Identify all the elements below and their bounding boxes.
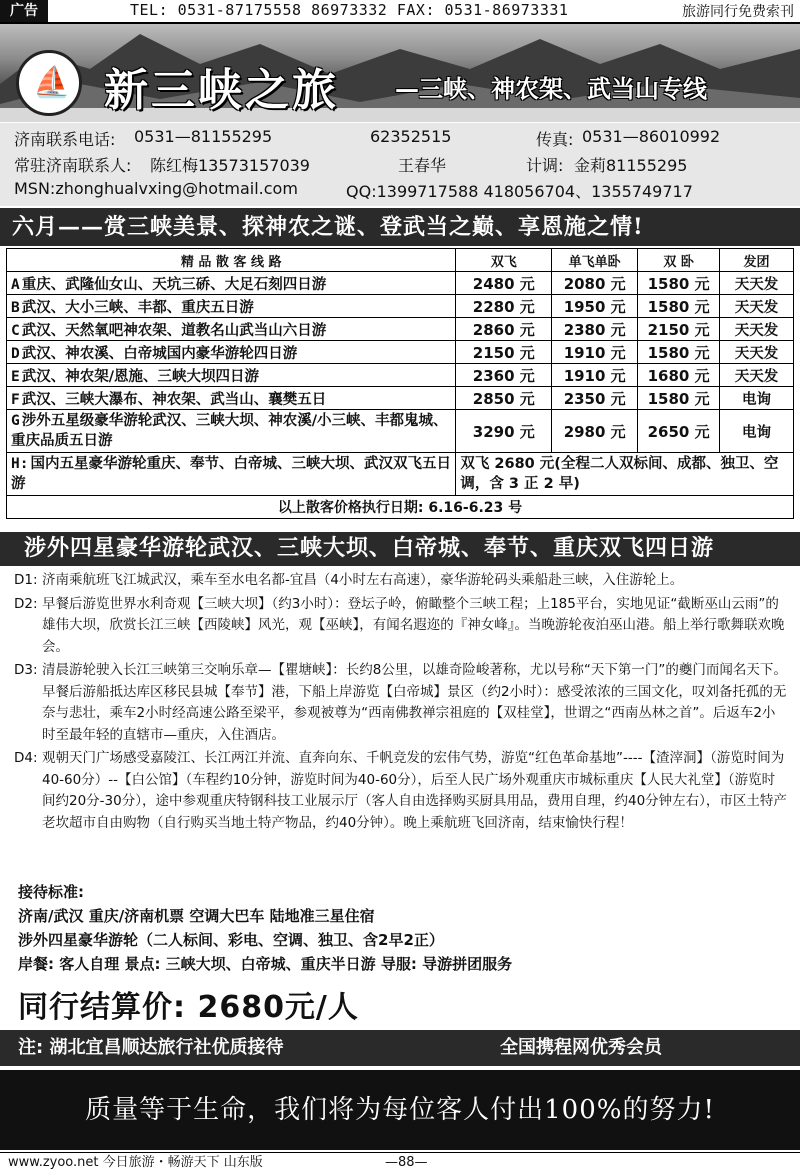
jinan-phone-label: 济南联系电话: [14,130,116,149]
table-row [7,453,794,496]
route-name: 重庆、武隆仙女山、天坑三硚、大足石刻四日游 [21,276,327,293]
price-double-flight: 3290 元 [456,410,552,453]
col-header-double-sleeper: 双 卧 [638,249,720,272]
standards-line: 岸餐: 客人自理 景点: 三峡大坝、白帝城、重庆半日游 导服: 导游拼团服务 [18,955,513,973]
departure: 天天发 [720,364,794,387]
route-name: 武汉、神农架/恩施、三峡大坝四日游 [21,368,260,385]
route-key: C [11,322,20,339]
header-right-label: 旅游同行免费索刊 [682,4,794,20]
banner-title: 新三峡之旅 [104,65,339,116]
jinan-phone-2: 62352515 [370,127,452,146]
departure: 天天发 [720,341,794,364]
reception-note: 注: 湖北宜昌顺达旅行社优质接待 [18,1037,284,1058]
price-double-sleeper: 1580 元 [638,341,720,364]
col-header-double-flight: 双飞 [456,249,552,272]
price-flight-sleeper: 1950 元 [552,295,638,318]
fax-label: 传真: [536,130,574,149]
departure: 电询 [720,410,794,453]
price-double-flight: 2860 元 [456,318,552,341]
price-double-sleeper: 2150 元 [638,318,720,341]
price-double-sleeper: 1580 元 [638,387,720,410]
planner: 金莉81155295 [574,156,688,175]
table-row [7,295,794,318]
itinerary [14,570,788,836]
company-logo [16,50,82,116]
route-key: E [11,368,20,385]
route-key: H: [11,456,29,472]
route-key: D [11,345,20,362]
day-text: 清晨游轮驶入长江三峡第三交响乐章—【瞿塘峡】：长约8公里，以雄奇险峻著称，尤以号称“天下第一门”的夔门而闻名天下。早餐后游船抵达库区移民县城【奉节】港，下船上岸游览【白帝城】景区（约2小时）：感受浓浓的三国文化，叹刘备托孤的无奈与悲壮，乘车2小时经高速公路至梁平，参观被尊为“西南佛教禅宗祖庭的【双桂堂】，世谓之“西南丛林之首”。后返车2小时至最年轻的直辖市—重庆，入住酒店。 [42,662,787,743]
itinerary-day [14,748,788,834]
footer-site: www.zyoo.net 今日旅游・畅游天下 山东版 [8,1155,263,1170]
ship-icon: ⛵ [33,65,71,100]
itinerary-day [14,570,788,592]
price-double-flight: 2480 元 [456,272,552,295]
route-name: 武汉、大小三峡、丰都、重庆五日游 [21,299,254,316]
day-text: 济南乘航班飞江城武汉，乘车至水电名都-宜昌（4小时左右高速），豪华游轮码头乘船赴三峡，入住游轮上。 [42,572,684,588]
itinerary-title-band: 涉外四星豪华游轮武汉、三峡大坝、白帝城、奉节、重庆双飞四日游 [0,532,800,566]
day-text: 观朝天门广场感受嘉陵江、长江两江并流、直奔向东、千帆竞发的宏伟气势，游览“红色革命基地”----【渣滓洞】（游览时间为40-60分）--【白公馆】（车程约10分钟，游览时间为40-60分），后至人民广场外观重庆市城标重庆【人民大礼堂】（游览时间约20分-30分），途中参观重庆特钢科技工业展示厅（客人自由选择购买厨具用品，费用自理，约40分钟左右），市区土特产老坎超市自由购物（自行购买当地土特产物品，约40分钟）。晚上乘航班飞回济南，结束愉快行程！ [42,750,787,831]
top-bar [0,0,800,24]
day-label: D1: [14,572,38,588]
msn: MSN:zhonghualvxing@hotmail.com [14,179,298,198]
price-flight-sleeper: 2380 元 [552,318,638,341]
quality-slogan: 质量等于生命，我们将为每位客人付出100%的努力! [0,1070,800,1150]
route-key: F [11,391,20,408]
price-flight-sleeper: 2980 元 [552,410,638,453]
standards-title: 接待标准: [18,883,84,901]
departure: 天天发 [720,295,794,318]
departure: 天天发 [720,318,794,341]
ad-tag: 广告 [0,0,48,22]
routes-table [6,248,794,519]
price-validity: 以上散客价格执行日期: 6.16-6.23 号 [7,496,794,519]
route-key: G [11,413,20,429]
standards-line: 济南/武汉 重庆/济南机票 空调大巴车 陆地准三星住宿 [18,907,375,925]
resident-label: 常驻济南联系人: [14,156,132,175]
table-row [7,318,794,341]
route-key: B [11,299,20,316]
table-row [7,410,794,453]
col-header-departure: 发团 [720,249,794,272]
header-contact: TEL: 0531-87175558 86973332 FAX: 0531-86973331 [130,1,569,19]
price-double-sleeper: 1580 元 [638,272,720,295]
fax-number: 0531—86010992 [582,127,721,146]
qq: QQ:1399717588 418056704、1355749717 [346,182,693,201]
route-name: 武汉、三峡大瀑布、神农架、武当山、襄樊五日 [21,391,327,408]
price-double-flight: 2850 元 [456,387,552,410]
col-header-route: 精 品 散 客 线 路 [7,249,456,272]
note-band [0,1030,800,1066]
banner [0,24,800,122]
table-header-row [7,249,794,272]
departure: 电询 [720,387,794,410]
route-name: 涉外五星级豪华游轮武汉、三峡大坝、神农溪/小三峡、丰都鬼城、重庆品质五日游 [11,413,448,449]
service-standards [18,880,788,976]
itinerary-day [14,660,788,746]
table-row [7,272,794,295]
price-double-flight: 2360 元 [456,364,552,387]
resident-1: 陈红梅13573157039 [150,156,310,175]
day-label: D4: [14,750,38,766]
day-label: D2: [14,595,38,612]
price-flight-sleeper: 2080 元 [552,272,638,295]
jinan-phone-1: 0531—81155295 [134,127,273,146]
trade-price: 同行结算价: 2680元/人 [18,990,359,1025]
table-row [7,341,794,364]
planner-label: 计调: [526,156,564,175]
resident-2: 王春华 [398,156,447,175]
route-name: 武汉、天然氧吧神农架、道教名山武当山六日游 [21,322,327,339]
route-name: 武汉、神农溪、白帝城国内豪华游轮四日游 [21,345,298,362]
price-flight-sleeper: 2350 元 [552,387,638,410]
price-flight-sleeper: 1910 元 [552,364,638,387]
price-double-flight: 2280 元 [456,295,552,318]
route-key: A [11,276,20,293]
day-label: D3: [14,662,38,678]
page-number: —88— [385,1155,428,1170]
route-h-note: 双飞 2680 元(全程二人双标间、成都、独卫、空调，含 3 正 2 早) [456,453,794,496]
table-footer-row [7,496,794,519]
route-name: 国内五星豪华游轮重庆、奉节、白帝城、三峡大坝、武汉双飞五日游 [11,456,451,492]
price-double-sleeper: 2650 元 [638,410,720,453]
price-flight-sleeper: 1910 元 [552,341,638,364]
price-double-sleeper: 1580 元 [638,295,720,318]
price-double-flight: 2150 元 [456,341,552,364]
member-note: 全国携程网优秀会员 [500,1037,662,1058]
price-double-sleeper: 1680 元 [638,364,720,387]
departure: 天天发 [720,272,794,295]
day-text: 早餐后游览世界水利奇观【三峡大坝】（约3小时）：登坛子岭，俯瞰整个三峡工程；上185平台，实地见证“截断巫山云雨”的雄伟大坝，欣赏长江三峡【西陵峡】风光，观【巫峡】，有闻名遐迩的『神女峰』。当晚游轮夜泊巫山港。船上举行歌舞联欢晚会。 [42,595,785,655]
itinerary-day [14,594,788,659]
table-row [7,364,794,387]
table-row [7,387,794,410]
standards-line: 涉外四星豪华游轮（二人标间、彩电、空调、独卫、含2早2正） [18,931,444,949]
col-header-flight-sleeper: 单飞单卧 [552,249,638,272]
banner-subtitle: —三峡、神农架、武当山专线 [395,74,707,103]
contact-block [0,123,800,206]
page-footer [0,1152,800,1173]
slogan-band: 六月——赏三峡美景、探神农之谜、登武当之巅、享恩施之情! [0,208,800,246]
